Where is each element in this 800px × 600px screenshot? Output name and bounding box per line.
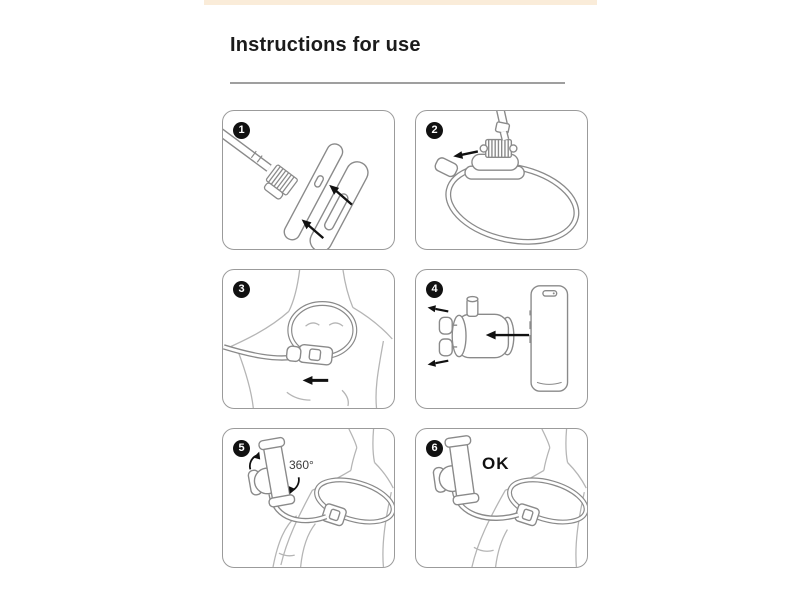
step-number-badge: 6 (426, 440, 443, 457)
step-number-badge: 2 (426, 122, 443, 139)
step-panel-1 (222, 110, 395, 250)
neckband-endcap (434, 156, 460, 178)
step-number-badge: 5 (233, 440, 250, 457)
ribbed-connector (480, 140, 517, 158)
gooseneck-tube (224, 347, 297, 358)
phone-arm-rod (495, 111, 510, 140)
phone (530, 286, 567, 391)
ok-caption: OK (482, 454, 510, 473)
step-panel-2 (415, 110, 588, 250)
front-unit (298, 344, 333, 365)
step-number-badge: 4 (426, 281, 443, 298)
person-figure (226, 270, 393, 408)
step-panel-4 (415, 269, 588, 409)
step-number-badge: 1 (233, 122, 250, 139)
neckband-arm (223, 132, 298, 202)
rotation-caption: 360° (289, 458, 314, 472)
step-panel-3 (222, 269, 395, 409)
page-title: Instructions for use (230, 34, 421, 56)
person-figure (472, 429, 586, 567)
steps-grid (222, 110, 588, 568)
title-divider (230, 82, 565, 84)
step-panel-6 (415, 428, 588, 568)
clamp-holder (452, 297, 514, 358)
previous-section-edge (204, 0, 597, 5)
backplate (281, 141, 371, 249)
pull-arrow-icon (303, 376, 329, 385)
step-number-badge: 3 (233, 281, 250, 298)
phone-holder (243, 437, 295, 510)
step-panel-5 (222, 428, 395, 568)
